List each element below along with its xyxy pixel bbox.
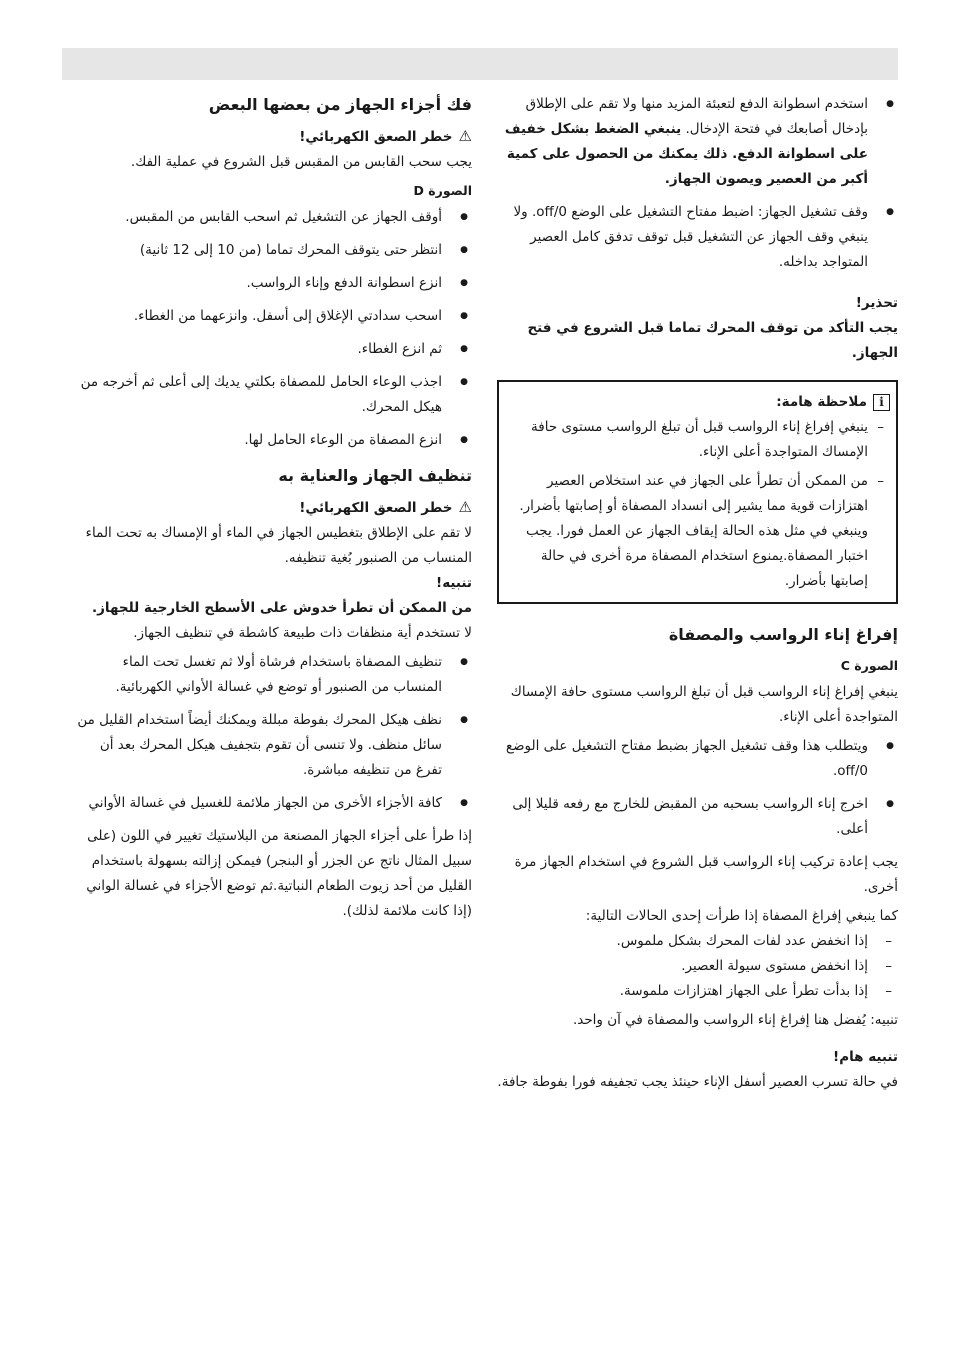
caution-title: تنبيه! xyxy=(436,575,472,591)
list-item xyxy=(497,200,898,275)
note-list xyxy=(505,415,890,594)
important-title: تنبيه هام! xyxy=(833,1049,898,1065)
intro-list xyxy=(497,92,898,275)
list-item: ● ويتطلب هذا وقف تشغيل الجهاز بضبط مفتاح التشغيل على الوضع off/0. xyxy=(497,734,898,784)
conditions-list xyxy=(497,929,898,1004)
warning-text: لا تقم على الإطلاق بتغطيس الجهاز في الماء أو الإمساك به تحت الماء المنساب من الصنبور بُغية تنظيفه. xyxy=(85,525,472,566)
list-item: – إذا انخفض مستوى سيولة العصير. xyxy=(497,954,898,979)
tip-text: تنبيه: يُفضل هنا إفراغ إناء الرواسب والمصفاة في آن واحد. xyxy=(572,1012,898,1028)
empty-steps-list xyxy=(497,734,898,842)
warning-heading xyxy=(70,495,472,521)
paragraph: لا تستخدم أية منظفات ذات طبيعة كاشطة في تنظيف الجهاز. xyxy=(133,625,472,641)
list-item: ● اخرج إناء الرواسب بسحبه من المقبض للخارج مع رفعه قليلا إلى أعلى. xyxy=(497,792,898,842)
list-item-text: استخدم اسطوانة الدفع لتعبئة المزيد منها ولا تقم على الإطلاق بإدخال أصابعك في فتحة الإدخال. xyxy=(525,96,868,137)
figure-label: الصورة D xyxy=(413,183,472,198)
figure-label: الصورة C xyxy=(840,658,898,673)
disassembly-steps-list xyxy=(70,205,472,453)
list-item: – من الممكن أن تطرأ على الجهاز في عند استخلاص العصير اهتزازات قوية مما يشير إلى انسداد المصفاة أو إصابتها بأضرار. وينبغي في مثل هذه الحالة إيقاف الجهاز عن العمل فورا. يجب اختبار المصفاة.يمنوع استخدام المصفاة مرة أخرى في حالة إصابتها بأضرار. xyxy=(505,469,890,594)
list-item: ● انتظر حتى يتوقف المحرك تماما (من 10 إلى 12 ثانية) xyxy=(70,238,472,263)
important-text: في حالة تسرب العصير أسفل الإناء حينئذ يجب تجفيفه فورا بفوطة جافة. xyxy=(497,1074,898,1090)
list-item: ● اجذب الوعاء الحامل للمصفاة بكلتي يديك إلى أعلى ثم أخرجه من هيكل المحرك. xyxy=(70,370,472,420)
list-item: – إذا انخفض عدد لفات المحرك بشكل ملموس. xyxy=(497,929,898,954)
list-item: ● كافة الأجزاء الأخرى من الجهاز ملائمة للغسيل في غسالة الأواني xyxy=(70,791,472,816)
list-item-bold-text: ينبغي الضغط بشكل خفيف على اسطوانة الدفع. ذلك يمكنك من الحصول على كمية أكبر من العصير ويصون الجهاز. xyxy=(504,121,868,187)
list-item: ● ثم انزع الغطاء. xyxy=(70,337,472,362)
warning-heading xyxy=(70,124,472,150)
info-icon: i xyxy=(873,394,890,411)
list-item-text: وقف تشغيل الجهاز: اضبط مفتاح التشغيل على الوضع off/0. ولا ينبغي وقف الجهاز عن التشغيل قبل توقف تدفق كامل العصير المتواجد بداخله. xyxy=(513,204,868,270)
warning-triangle-icon: ⚠ xyxy=(458,498,472,516)
list-item: ● اسحب سدادتي الإغلاق إلى أسفل. وانزعهما من الغطاء. xyxy=(70,304,472,329)
important-note-box xyxy=(497,380,898,604)
paragraph: إذا طرأ على أجزاء الجهاز المصنعة من البلاستيك تغيير في اللون (على سبيل المثال ناتج عن الجزر أو البنجر) فيمكن إزالته بسهولة باستخدام القليل من أحد زيوت الطعام النباتية.ثم توضع الأجزاء في غسالة الواني (إذا كانت ملائمة لذلك). xyxy=(86,828,472,919)
list-item xyxy=(497,92,898,192)
warning-text: يجب سحب القابس من المقبس قبل الشروع في عملية الفك. xyxy=(130,154,472,170)
paragraph: ينبغي إفراغ إناء الرواسب قبل أن تبلغ الرواسب مستوى حافة الإمساك المتواجدة أعلى الإناء. xyxy=(510,684,898,725)
section-title-empty-pulp: إفراغ إناء الرواسب والمصفاة xyxy=(668,625,898,644)
list-item: – إذا بدأت تطرأ على الجهاز اهتزازات ملموسة. xyxy=(497,979,898,1004)
note-title: ملاحظة هامة: xyxy=(776,394,867,410)
list-item: ● أوقف الجهاز عن التشغيل ثم اسحب القابس من المقبس. xyxy=(70,205,472,230)
paragraph: كما ينبغي إفراغ المصفاة إذا طرأت إحدى الحالات التالية: xyxy=(585,908,898,924)
list-item: – ينبغي إفراغ إناء الرواسب قبل أن تبلغ الرواسب مستوى حافة الإمساك المتواجدة أعلى الإناء. xyxy=(505,415,890,465)
paragraph: يجب إعادة تركيب إناء الرواسب قبل الشروع في استخدام الجهاز مرة أخرى. xyxy=(514,854,898,895)
note-heading xyxy=(505,390,890,415)
warning-title: خطر الصعق الكهربائي! xyxy=(299,500,453,516)
left-column xyxy=(70,92,472,928)
caution-text: يجب التأكد من توقف المحرك تماما قبل الشروع في فتح الجهاز. xyxy=(527,320,898,361)
caution-text: من الممكن أن تطرأ خدوش على الأسطح الخارجية للجهاز. xyxy=(92,600,472,616)
caution-title: تحذير! xyxy=(855,295,898,311)
list-item: ● انزع اسطوانة الدفع وإناء الرواسب. xyxy=(70,271,472,296)
right-column xyxy=(497,92,898,1099)
section-title-disassembly: فك أجزاء الجهاز من بعضها البعض xyxy=(208,95,472,114)
list-item: ● نظف هيكل المحرك بفوطة مبللة ويمكنك أيضاً استخدام القليل من سائل منظف. ولا تنسى أن تقوم بتجفيف هيكل المحرك بعد أن تفرغ من تنظيفه مباشرة. xyxy=(70,708,472,783)
warning-triangle-icon: ⚠ xyxy=(458,127,472,145)
section-title-cleaning: تنظيف الجهاز والعناية به xyxy=(278,466,472,485)
warning-title: خطر الصعق الكهربائي! xyxy=(299,129,453,145)
header-bar xyxy=(62,48,898,80)
cleaning-steps-list xyxy=(70,650,472,816)
list-item: ● انزع المصفاة من الوعاء الحامل لها. xyxy=(70,428,472,453)
list-item: ● تنظيف المصفاة باستخدام فرشاة أولا ثم تغسل تحت الماء المنساب من الصنبور أو توضع في غسالة الأواني الكهربائية. xyxy=(70,650,472,700)
